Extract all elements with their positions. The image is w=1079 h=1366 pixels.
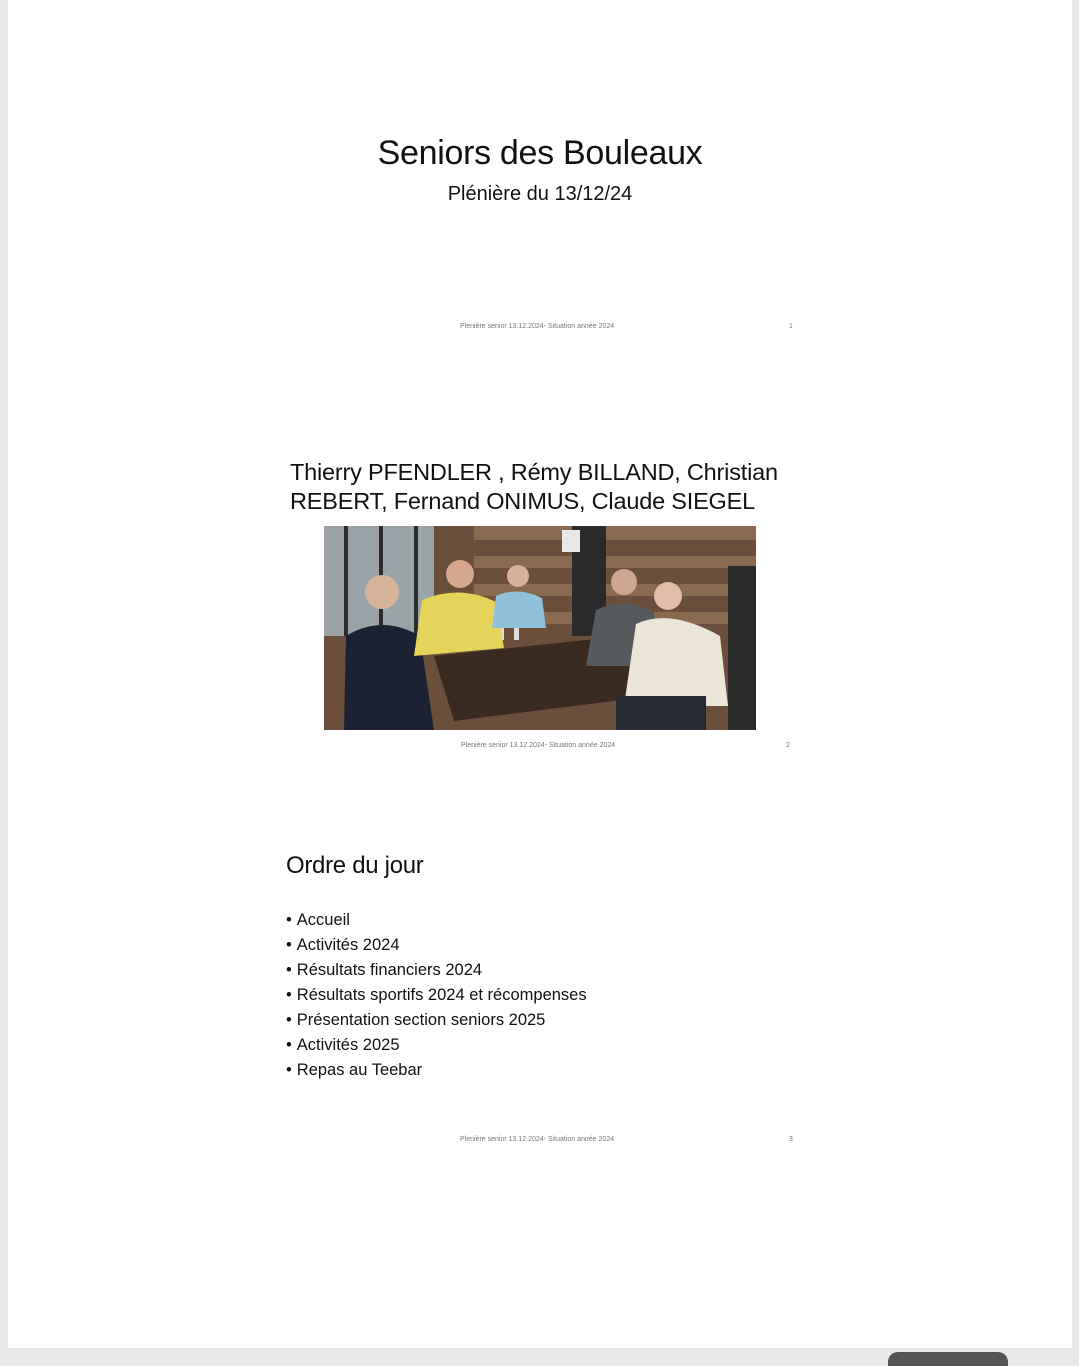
agenda-item: • Présentation section seniors 2025 [286, 1008, 587, 1033]
slide2-footer: Plenière senior 13.12.2024- Situation année 2024 [461, 742, 616, 749]
slide3-footer: Plenière senior 13.12.2024- Situation année 2024 [460, 1136, 615, 1143]
slide3-title: Ordre du jour [286, 852, 424, 879]
names-line-1: Thierry PFENDLER , Rémy BILLAND, Christian [290, 459, 778, 485]
agenda-item: • Résultats sportifs 2024 et récompenses [286, 983, 587, 1008]
slide2-page-number: 2 [786, 742, 790, 749]
slide1-subtitle: Plénière du 13/12/24 [447, 183, 633, 205]
names-line-2: REBERT, Fernand ONIMUS, Claude SIEGEL [290, 488, 755, 514]
agenda-item: • Activités 2025 [286, 1033, 587, 1058]
slide1-title: Seniors des Bouleaux [377, 134, 703, 172]
agenda-item: • Repas au Teebar [286, 1058, 587, 1083]
group-photo-image [324, 526, 756, 730]
agenda-item: • Accueil [286, 908, 587, 933]
group-photo [324, 526, 756, 730]
slide1-footer: Plenière senior 13.12.2024- Situation année 2024 [460, 323, 615, 330]
scroll-handle[interactable] [888, 1352, 1008, 1366]
agenda-list [286, 908, 587, 1083]
slide3-page-number: 3 [789, 1136, 793, 1143]
slide2-names [290, 458, 830, 516]
agenda-item: • Activités 2024 [286, 933, 587, 958]
agenda-item: • Résultats financiers 2024 [286, 958, 587, 983]
slide1-page-number: 1 [789, 323, 793, 330]
document-page [8, 0, 1072, 1348]
